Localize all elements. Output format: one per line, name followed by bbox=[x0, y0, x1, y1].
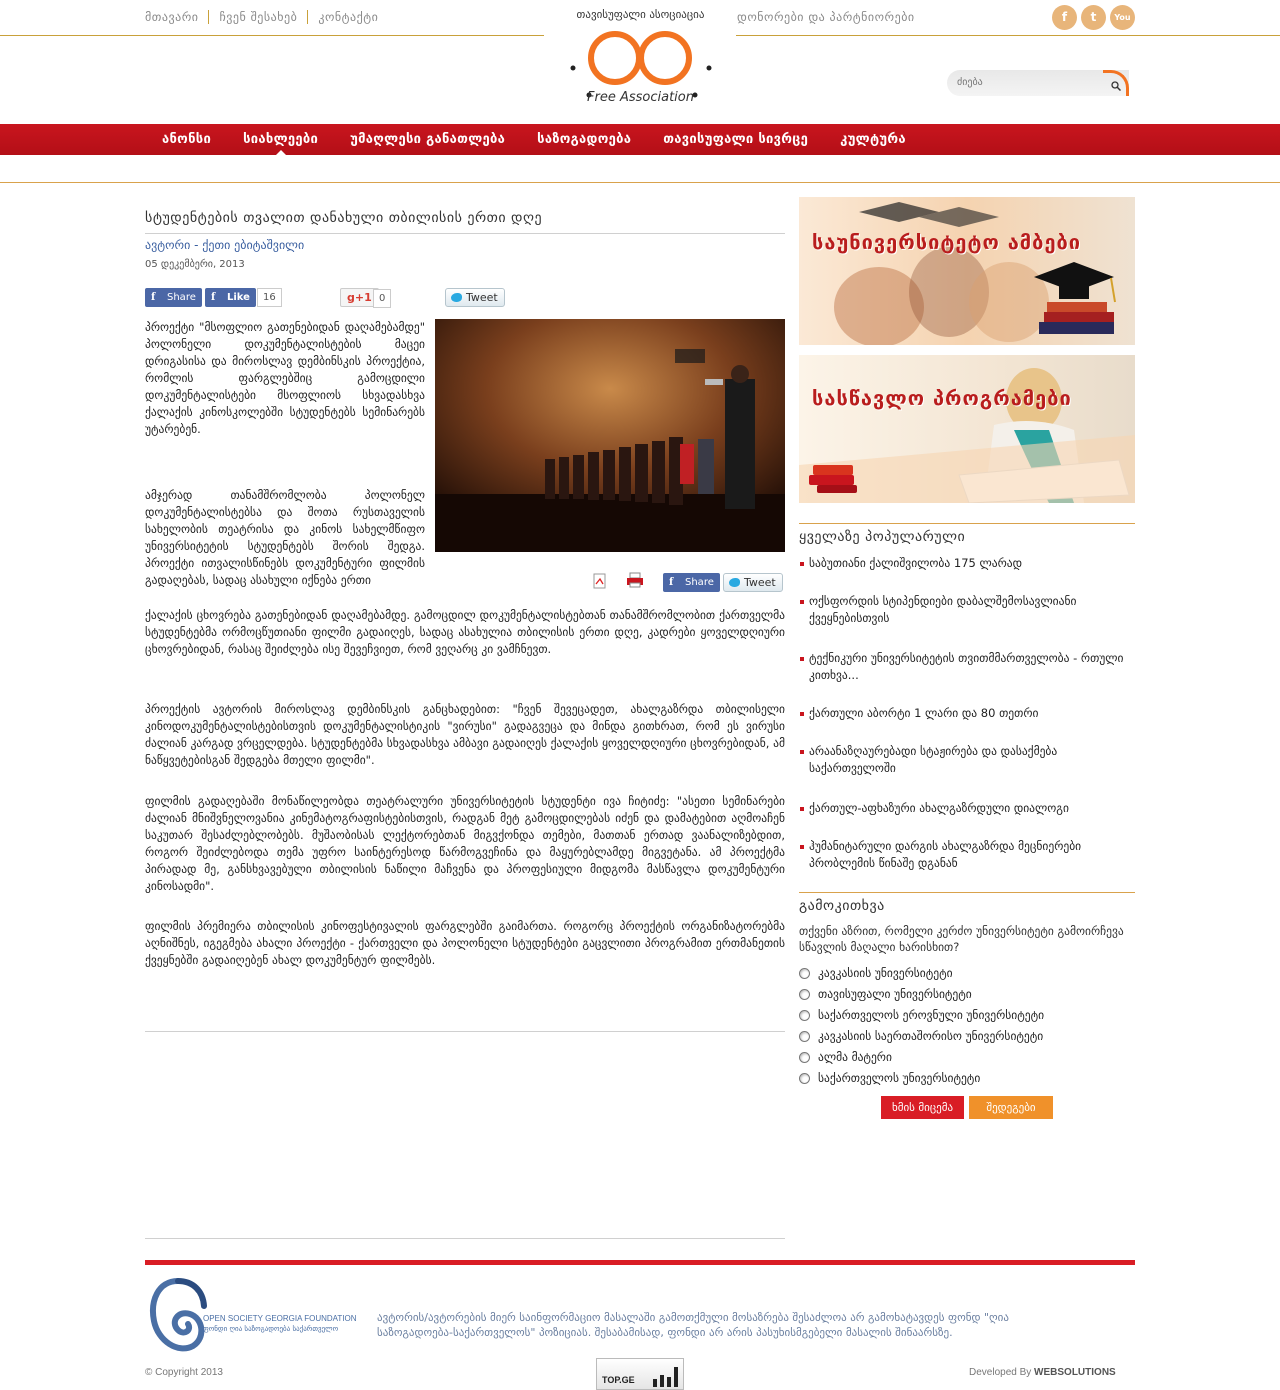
popular-top-rule bbox=[799, 523, 1135, 524]
osgf-logo[interactable] bbox=[148, 1276, 373, 1356]
poll-option-label: თავისუფალი უნივერსიტეტი bbox=[818, 987, 972, 1001]
article-paragraph-1: პროექტი "მსოფლიო გათენებიდან დაღამებამდე" პოლონელი დოკუმენტალისტების მაცეი დრიგასისა და მიროსლავ დემბინსკის პროექტია, რომლის ფარგლებშიც გამოცდილი დოკუმენტალისტები მსოფლიოს სხვადასხვა ქალაქის კინოსკოლებში სტუდენტებს სემინარებს უტარებენ. bbox=[145, 320, 425, 436]
search-box bbox=[947, 70, 1129, 96]
logo-text-top: თავისუფალი ასოციაცია bbox=[576, 8, 705, 21]
google-plus-button[interactable]: g+1 bbox=[340, 288, 379, 307]
popular-heading: ყველაზე პოპულარული bbox=[799, 529, 966, 545]
radio-button[interactable] bbox=[799, 1052, 810, 1063]
facebook-like-button[interactable]: f Like bbox=[205, 288, 256, 307]
banner-study-programs-title: სასწავლო პროგრამები bbox=[812, 386, 1072, 410]
facebook-share-button-bottom[interactable]: f Share bbox=[663, 573, 720, 592]
topge-bars-icon bbox=[651, 1365, 681, 1387]
nav-higher-education[interactable]: უმაღლესი განათლება bbox=[350, 132, 506, 147]
poll-top-rule bbox=[799, 892, 1135, 893]
header-rule-right bbox=[736, 35, 1280, 36]
tweet-button-bottom[interactable]: Tweet bbox=[723, 573, 783, 592]
popular-item[interactable]: ჰუმანიტარული დარგის ახალგაზრდა მეცნიერები პრობლემის წინაშე დგანან bbox=[799, 838, 1135, 872]
article-paragraph-2a: ამჯერად თანამშრომლობა პოლონელ დოკუმენტალისტებსა და შოთა რუსთაველის სახელობის თეატრისა და კინოს სახელმწიფო უნივერსიტეტის სტუდენტებს შორის შედგა. პროექტი ითვალისწინებს დოკუმენტური ფილმის გადაღებას, სადაც ასახული იქნება ერთი bbox=[145, 488, 425, 587]
poll-heading: გამოკითხვა bbox=[799, 898, 885, 914]
university-news-banner[interactable] bbox=[799, 197, 1135, 345]
radio-button[interactable] bbox=[799, 1010, 810, 1021]
popular-item[interactable]: ტექნიკური უნივერსიტეტის თვითმმართველობა - რთული კითხვა... bbox=[799, 650, 1135, 684]
popular-item[interactable]: ოქსფორდის სტიპენდიები დაბალშემოსავლიანი ქვეყნებისთვის bbox=[799, 593, 1135, 627]
site-logo[interactable] bbox=[563, 0, 718, 118]
poll-option[interactable] bbox=[799, 1008, 1044, 1022]
article-author[interactable]: ავტორი - ქეთი ებიტაშვილი bbox=[145, 238, 305, 252]
youtube-icon[interactable]: You bbox=[1110, 5, 1135, 30]
pdf-icon[interactable] bbox=[592, 573, 608, 589]
graduation-illustration bbox=[799, 197, 1135, 345]
nav-culture[interactable]: კულტურა bbox=[840, 132, 906, 147]
gplus-count: 0 bbox=[373, 289, 391, 308]
developer-label: Developed By bbox=[969, 1367, 1032, 1378]
article-date: 05 დეკემბერი, 2013 bbox=[145, 259, 245, 270]
article-photo-illustration bbox=[435, 319, 785, 552]
osgf-name: OPEN SOCIETY GEORGIA FOUNDATION bbox=[203, 1314, 357, 1323]
osgf-spiral-icon bbox=[148, 1276, 208, 1356]
popular-item[interactable]: ქართული აბორტი 1 ლარი და 80 თეთრი bbox=[799, 705, 1135, 722]
like-count: 16 bbox=[257, 288, 282, 307]
top-nav-about[interactable]: ჩვენ შესახებ bbox=[208, 10, 307, 24]
nav-society[interactable]: საზოგადოება bbox=[537, 132, 632, 147]
top-nav-contact[interactable]: კონტაქტი bbox=[307, 10, 388, 24]
poll-option-label: კავკასიის საერთაშორისო უნივერსიტეტი bbox=[818, 1029, 1044, 1043]
poll-option-label: საქართველოს ეროვნული უნივერსიტეტი bbox=[818, 1008, 1045, 1022]
topge-label: TOP.GE bbox=[602, 1375, 635, 1385]
developer-credit bbox=[969, 1367, 1116, 1378]
poll-question: თქვენი აზრით, რომელი კერძო უნივერსიტეტი გამოირჩევა სწავლის მაღალი ხარისხით? bbox=[799, 924, 1124, 954]
nav-news[interactable]: სიახლეები bbox=[227, 124, 334, 155]
facebook-share-button[interactable]: f Share bbox=[145, 288, 202, 307]
content-end-rule bbox=[145, 1238, 785, 1239]
popular-item[interactable]: ქართულ-აფხაზური ახალგაზრდული დიალოგი bbox=[799, 800, 1135, 817]
poll-option-label: ალმა მატერი bbox=[818, 1050, 892, 1064]
twitter-icon[interactable]: t bbox=[1081, 5, 1106, 30]
radio-button[interactable] bbox=[799, 1031, 810, 1042]
poll-option[interactable] bbox=[799, 1050, 892, 1064]
nav-divider bbox=[0, 182, 1280, 183]
osgf-sub: ფონდი ღია საზოგადოება საქართველო bbox=[203, 1325, 339, 1333]
poll-option-label: საქართველოს უნივერსიტეტი bbox=[818, 1071, 981, 1085]
results-button[interactable]: შედეგები bbox=[969, 1096, 1053, 1119]
logo-text-bottom: Free Association bbox=[587, 90, 694, 105]
footer-disclaimer: ავტორის/ავტორების მიერ საინფორმაციო მასალაში გამოთქმული მოსაზრება შესაძლოა არ გამოხატავდეს ფონდ "ღია საზოგადოება-საქართველოს" პოზიციას. შესაბამისად, ფონდი არ არის პასუხისმგებელი მასალის შინაარსზე. bbox=[377, 1311, 1009, 1339]
top-nav-home[interactable]: მთავარი bbox=[145, 10, 199, 24]
article-photo bbox=[435, 319, 785, 552]
article-paragraph-5: ფილმის პრემიერა თბილისის კინოფესტივალის ფარგლებში გაიმართა. როგორც პროექტის ორგანიზატორებმა აღნიშნეს, იგეგმება ახალი პროექტი - ქართველი და პოლონელი სტუდენტები გაცვლითი პროგრამით ერთმანეთის ქვეყნებში გადაიღებენ ახალ დოკუმენტურ ფილმებს. bbox=[145, 919, 785, 967]
article-paragraph-4: ფილმის გადაღებაში მონაწილეობდა თეატრალური უნივერსიტეტის სტუდენტი ივა ჩიტიძე: "ასეთი სემინარები ძალიან მნიშვნელოვანია კინემატოგრაფისტებისთვის, რადგან მეტ გამოცდილებას იძენ და დამატებით აღმოაჩენ საკუთარ შესაძლებლობებს. მუშაობისას ლექტორებთან მიგვქონდა თემები, მათთან ერთად ვაანალიზებდით, როგორ შეიძლებოდა თემა უფრო საინტერესოდ წარმოგვეჩინა და მაყურებლამდე მიგვეტანა. ამ პროექტმა პირადად მე, განსხვავებული თბილისის ნაწილი მაჩვენა და პროფესიული მიდგომა მასწავლა დოკუმენტური კინოსადმი". bbox=[145, 794, 785, 893]
search-icon bbox=[1111, 81, 1121, 91]
poll-option[interactable] bbox=[799, 987, 972, 1001]
vote-button[interactable]: ხმის მიცემა bbox=[881, 1096, 964, 1119]
poll-option[interactable] bbox=[799, 966, 953, 980]
article-paragraph-3: პროექტის ავტორის მიროსლავ დემბინსკის განცხადებით: "ჩვენ შევეცადეთ, ახალგაზრდა თბილისელი კინოდოკუმენტალისტებისთვის დოკუმენტალისტიკის "ვირუსი" გადაგვეცა და მინდა გითხრათ, რომ ეს ვირუსი ძალიან კარგად ვრცელდება. სტუდენტებმა სხვადასხვა ამბავი გადაიღეს ქალაქის ყოველდღიური ცხოვრებიდან, ამ ნაწყვეტებისგან შედგება მთელი ფილმი". bbox=[145, 702, 785, 767]
radio-button[interactable] bbox=[799, 989, 810, 1000]
article-title-rule bbox=[145, 233, 785, 234]
radio-button[interactable] bbox=[799, 1073, 810, 1084]
student-illustration bbox=[799, 355, 1135, 503]
search-button[interactable] bbox=[1103, 70, 1129, 96]
tweet-button[interactable]: Tweet bbox=[445, 288, 505, 307]
developer-name[interactable]: WEBSOLUTIONS bbox=[1034, 1367, 1116, 1378]
popular-item[interactable]: საბუთიანი ქალიშვილობა 175 ლარად bbox=[799, 555, 1135, 572]
study-programs-banner[interactable] bbox=[799, 355, 1135, 503]
radio-button[interactable] bbox=[799, 968, 810, 979]
article-end-rule bbox=[145, 1031, 785, 1032]
copyright: © Copyright 2013 bbox=[145, 1367, 223, 1378]
nav-announcements[interactable]: ანონსი bbox=[162, 132, 212, 147]
top-nav bbox=[145, 10, 388, 24]
poll-option[interactable] bbox=[799, 1071, 980, 1085]
facebook-icon[interactable]: f bbox=[1052, 5, 1077, 30]
main-nav bbox=[0, 124, 1280, 155]
popular-item[interactable]: არაანაზღაურებადი სტაჟირება და დასაქმება საქართველოში bbox=[799, 743, 1135, 777]
article-paragraph-2b: ქალაქის ცხოვრება გათენებიდან დაღამებამდე. გამოცდილ დოკუმენტალისტებთან თანამშრომლობით ქართველმა სტუდენტებმა ორმოცწუთიანი ფილმი გადაიღეს, სადაც ასახულია თბილისის ერთი დღე, კადრები ყოველდღიური ცხოვრებიდან, რასაც შეიძლება ისე შევეჩვიეთ, რომ ვეღარც კი ვამჩნევთ. bbox=[145, 608, 785, 656]
banner-university-news-title: საუნივერსიტეტო ამბები bbox=[812, 230, 1082, 254]
header-rule-left bbox=[0, 35, 544, 36]
search-input[interactable] bbox=[947, 71, 1097, 95]
footer-bar bbox=[145, 1260, 1135, 1265]
poll-option[interactable] bbox=[799, 1029, 1043, 1043]
topge-counter[interactable] bbox=[596, 1358, 684, 1390]
donors-link[interactable]: დონორები და პარტნიორები bbox=[737, 10, 915, 24]
nav-free-space[interactable]: თავისუფალი სივრცე bbox=[663, 132, 809, 147]
print-icon[interactable] bbox=[626, 572, 644, 588]
poll-option-label: კავკასიის უნივერსიტეტი bbox=[818, 966, 953, 980]
article-title: სტუდენტების თვალით დანახული თბილისის ერთი დღე bbox=[145, 210, 543, 226]
